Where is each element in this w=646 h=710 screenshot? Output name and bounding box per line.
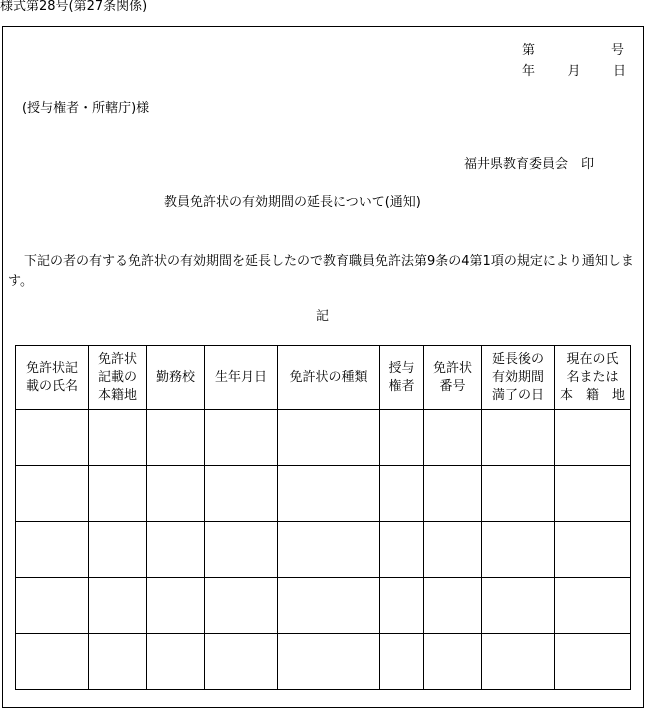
table-cell [278, 466, 380, 522]
table-cell [89, 578, 147, 634]
header-cell-line: 名または [566, 369, 619, 385]
header-cell-line: 授与 [388, 360, 415, 376]
table-cell [278, 410, 380, 466]
header-cell-line: 延長後の [491, 351, 544, 367]
table-cell [380, 466, 424, 522]
table-cell [89, 410, 147, 466]
table-cell [555, 466, 631, 522]
table-cell [424, 578, 482, 634]
header-cell-line: 権者 [388, 378, 415, 394]
addressee: (授与権者・所轄庁)様 [22, 101, 150, 116]
table-cell [482, 410, 555, 466]
table-cell [424, 634, 482, 690]
month-label: 月 [567, 64, 581, 79]
header-cell-line: 現在の氏 [566, 351, 619, 367]
table-row [16, 522, 631, 578]
day-label: 日 [612, 64, 626, 79]
table-header-cell [205, 346, 278, 410]
table-cell [205, 466, 278, 522]
header-cell-line: 免許状 [432, 360, 472, 376]
body-text: 下記の者の有する免許状の有効期間を延長したので教育職員免許法第9条の4第1項の規定により通知します。 [8, 254, 634, 289]
table-header-cell [89, 346, 147, 410]
form-number-label: 様式第28号(第27条関係) [0, 0, 148, 14]
header-cell-line: 番号 [439, 378, 466, 394]
year-label: 年 [522, 64, 536, 79]
header-cell-line: 載の氏名 [25, 378, 78, 394]
table-cell [16, 466, 89, 522]
table-header-cell [16, 346, 89, 410]
record-table [15, 345, 631, 690]
table-cell [205, 522, 278, 578]
table-header-cell [555, 346, 631, 410]
table-row [16, 410, 631, 466]
table-cell [424, 410, 482, 466]
header-cell-line: 免許状記 [25, 360, 78, 376]
header-cell-line: 勤務校 [155, 369, 195, 385]
header-cell-line: 免許状 [97, 351, 137, 367]
table-cell [16, 410, 89, 466]
table-header-cell [278, 346, 380, 410]
header-cell-line: 記載の [97, 369, 137, 385]
table-cell [205, 578, 278, 634]
table-cell [89, 466, 147, 522]
document-title: 教員免許状の有効期間の延長について(通知) [164, 195, 421, 210]
table-cell [482, 578, 555, 634]
table-cell [16, 522, 89, 578]
table-cell [424, 522, 482, 578]
table-cell [147, 634, 205, 690]
table-cell [380, 522, 424, 578]
table-row [16, 466, 631, 522]
table-cell [147, 466, 205, 522]
table-cell [278, 578, 380, 634]
table-body [16, 410, 631, 690]
document-number-suffix: 号 [611, 43, 625, 58]
table-cell [147, 410, 205, 466]
table-cell [555, 634, 631, 690]
table-header-cell [424, 346, 482, 410]
table-cell [380, 634, 424, 690]
table-cell [278, 522, 380, 578]
table-cell [424, 466, 482, 522]
table-header-cell [147, 346, 205, 410]
table-cell [380, 410, 424, 466]
issuer: 福井県教育委員会 印 [464, 157, 595, 172]
table-cell [482, 466, 555, 522]
header-cell-line: 満了の日 [491, 387, 544, 403]
table-cell [16, 634, 89, 690]
table-cell [555, 578, 631, 634]
document-number-prefix: 第 [522, 43, 536, 58]
table-cell [482, 634, 555, 690]
table-cell [89, 634, 147, 690]
ki-label: 記 [316, 309, 330, 324]
date-line [522, 65, 626, 78]
header-cell-line: 本籍地 [97, 387, 137, 403]
table-row [16, 634, 631, 690]
table-header-cell [380, 346, 424, 410]
table-cell [482, 522, 555, 578]
table-cell [278, 634, 380, 690]
header-cell-line: 有効期間 [491, 369, 544, 385]
table-header-cell [482, 346, 555, 410]
table-cell [555, 410, 631, 466]
header-cell-line: 生年月日 [214, 369, 267, 385]
table-cell [16, 578, 89, 634]
header-cell-line: 本 籍 地 [559, 387, 625, 403]
table-cell [380, 578, 424, 634]
table-cell [205, 634, 278, 690]
table-cell [147, 522, 205, 578]
table-cell [205, 410, 278, 466]
header-cell-line: 免許状の種類 [289, 369, 368, 385]
table-row [16, 578, 631, 634]
table-cell [89, 522, 147, 578]
table-header-row [16, 346, 631, 410]
table-cell [147, 578, 205, 634]
table-cell [555, 522, 631, 578]
